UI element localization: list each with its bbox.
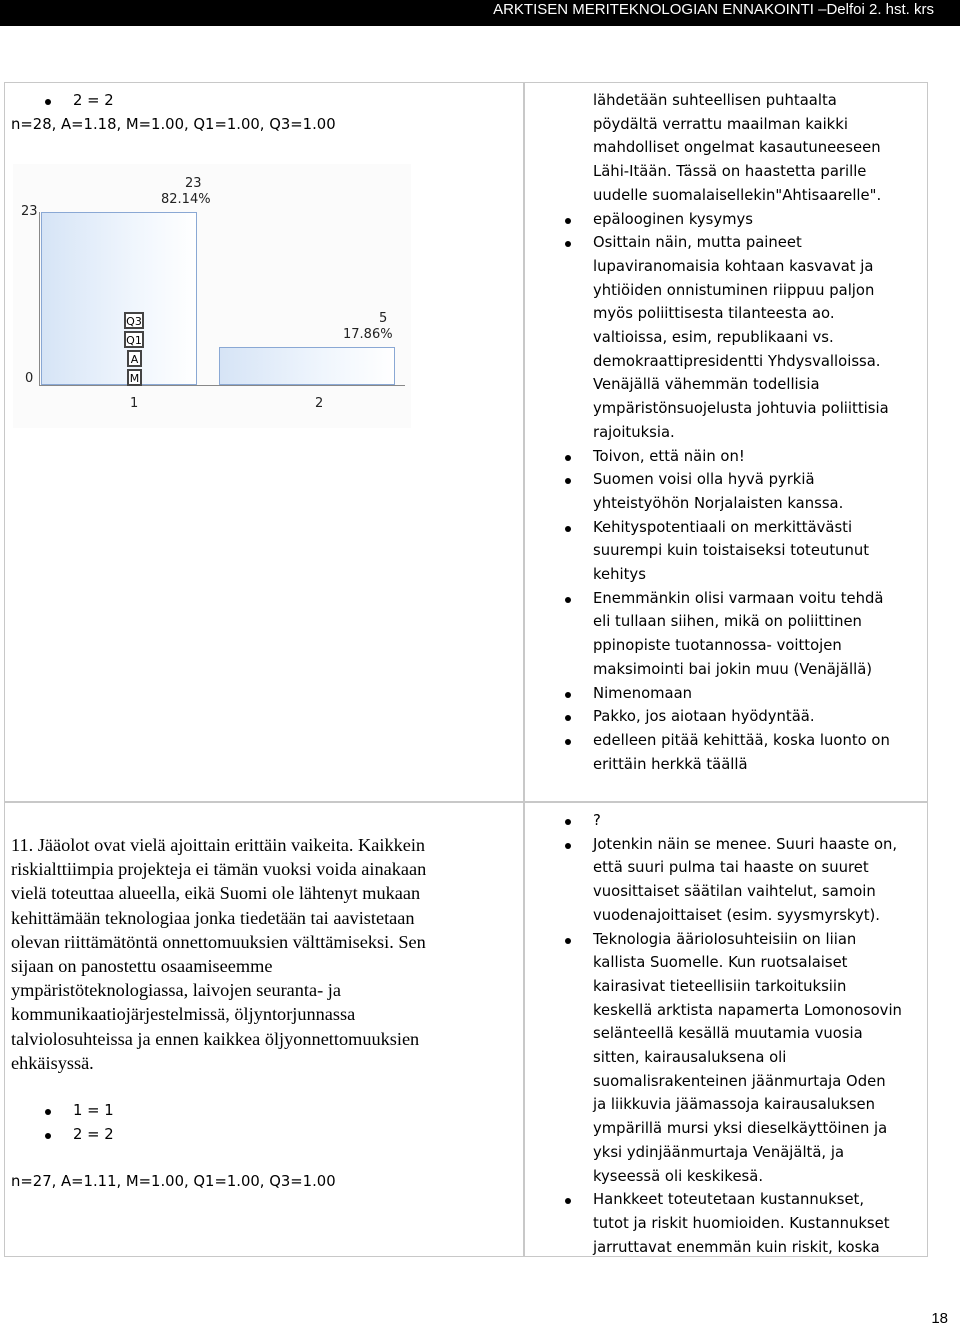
header-title: ARKTISEN MERITEKNOLOGIAN ENNAKOINTI –Delfoi 2. hst. krs — [493, 1, 934, 18]
bullet-icon — [565, 819, 571, 825]
text-line: mahdolliset ongelmat kasautuneeseen — [593, 139, 881, 157]
text-line: edelleen pitää kehittää, koska luonto on — [593, 731, 890, 749]
text-line: riskialttiimpia projekteja ei tämän vuoksi voida ainakaan — [11, 859, 427, 880]
text-line: uudelle suomalaisellekin"Ahtisaarelle". — [593, 186, 882, 204]
text-line: 11. Jääolot ovat vielä ajoittain erittäin vaikeita. Kaikkein — [11, 835, 426, 855]
text-line: ympäristöteknologiassa, laivojen seuranta- ja — [11, 980, 341, 1001]
list-item: 2 = 2 — [5, 1123, 523, 1147]
page-number: 18 — [931, 1310, 948, 1327]
comment-bullets — [525, 208, 927, 777]
bullet-icon — [565, 692, 571, 698]
bullet-icon — [565, 1198, 571, 1204]
text-line: kommunikaatiojärjestelmissä, öljyntorjunnassa — [11, 1004, 356, 1025]
bar-percent-label: 82.14% — [161, 192, 211, 207]
bottom-right-cell — [524, 802, 928, 1257]
result-list — [5, 1099, 523, 1146]
bullet-icon — [565, 218, 571, 224]
comment-item — [525, 729, 927, 776]
text-line: talviolosuhteissa ja ennen kaikkea öljyonnettomuuksien — [11, 1028, 420, 1049]
comment-item — [525, 705, 927, 729]
text-line: Hankkeet toteutetaan kustannukset, — [593, 1191, 865, 1209]
list-item: 1 = 1 — [5, 1099, 523, 1123]
text-line: kehitys — [593, 566, 646, 584]
comment-item — [525, 208, 927, 232]
y-tick-label: 23 — [21, 204, 38, 219]
text-line: epälooginen kysymys — [593, 210, 753, 228]
x-axis — [39, 385, 405, 386]
text-line: ympäristönsuojelusta johtuvia poliittisia — [593, 400, 889, 418]
stats-line: n=28, A=1.18, M=1.00, Q1=1.00, Q3=1.00 — [11, 115, 336, 133]
text-line: lupaviranomaisia kohtaan kasvavat ja — [593, 257, 874, 275]
x-tick-label: 2 — [315, 396, 324, 411]
text-line: demokraattipresidentti Yhdysvalloissa. — [593, 352, 881, 370]
list-item: 2 = 2 — [5, 89, 523, 113]
comment-item — [525, 587, 927, 682]
text-line: Pakko, jos aiotaan hyödyntää. — [593, 708, 815, 726]
bullet-icon — [565, 455, 571, 461]
bullet-icon — [565, 739, 571, 745]
bottom-left-cell — [4, 802, 524, 1257]
bullet-icon — [565, 938, 571, 944]
text-line: Jotenkin näin se menee. Suuri haaste on, — [593, 835, 898, 853]
average-marker: A — [127, 350, 142, 367]
text-line: myös poliittisesta tilanteesta ao. — [593, 305, 835, 323]
bar-value-label: 23 — [185, 176, 202, 191]
text-line: Teknologia äärioIosuhteisiin on liian — [593, 930, 857, 948]
text-line: suurempi kuin toistaiseksi toteutunut — [593, 542, 870, 560]
text-line: ppinopiste tuotannossa- voittojen — [593, 637, 842, 655]
statement-text — [5, 803, 523, 1075]
q3-marker: Q3 — [124, 312, 144, 329]
comment-item — [525, 468, 927, 515]
text-line: yksi ydinjäänmurtaja Venäjältä, ja — [593, 1143, 845, 1161]
text-line: sijaan on panostettu osaamiseemme — [11, 956, 273, 977]
text-line: valtioissa, esim, republikaani vs. — [593, 329, 834, 347]
bullet-icon — [45, 99, 51, 105]
text-line: Venäjällä vähemmän todellisia — [593, 376, 820, 394]
bar-category-1 — [41, 212, 197, 385]
median-marker: M — [127, 369, 142, 386]
comment-item — [525, 928, 927, 1189]
comment-item — [525, 1188, 927, 1257]
text-line: Suomen voisi olla hyvä pyrkiä — [593, 471, 815, 489]
text-line: rajoituksia. — [593, 423, 675, 441]
text-line: olevan riittämätöntä onnettomuuksien välttämiseksi. Sen — [11, 931, 426, 952]
text-line: että suuri pulma tai haaste on suuret — [593, 859, 869, 877]
bullet-icon — [565, 526, 571, 532]
text-line: Osittain näin, mutta paineet — [593, 234, 802, 252]
text-line: vuosittaiset säätilan vaihtelut, samoin — [593, 883, 876, 901]
bar-category-2 — [219, 347, 395, 385]
comment-item — [525, 682, 927, 706]
bullet-icon — [45, 1109, 51, 1115]
comment-bullets — [525, 809, 927, 1257]
y-axis — [39, 212, 40, 386]
intro-text — [525, 89, 927, 208]
text-line: keskellä arktista napamerta Lomonosovin — [593, 1001, 902, 1019]
text-line: maksimointi bai jokin muu (Venäjällä) — [593, 660, 873, 678]
text-line: kyseessä oli keskikesä. — [593, 1167, 764, 1185]
text-line: eli tullaan siihen, mikä on poliittinen — [593, 613, 862, 631]
text-line: kairasivat tieteellisiin tarkoituksiin — [593, 977, 847, 995]
x-tick-label: 1 — [130, 396, 139, 411]
y-tick-label: 0 — [25, 371, 34, 386]
page-header — [0, 0, 960, 26]
text-line: ja liikkuvia jäämassoja kairausaluksen — [593, 1096, 876, 1114]
q1-marker: Q1 — [124, 331, 144, 348]
text-line: erittäin herkkä täällä — [593, 755, 748, 773]
comments-list — [525, 83, 927, 776]
survey-table — [4, 82, 928, 1257]
text-line: vuodenajoittaiset (esim. syysmyrskyt). — [593, 906, 880, 924]
text-line: pöydältä verrattu maailman kaikki — [593, 115, 848, 133]
text-line: ehkäisyssä. — [11, 1052, 94, 1073]
comment-item — [525, 445, 927, 469]
bullet-icon — [565, 241, 571, 247]
text-line: kehittämään teknologiaa jonka tiedetään tai aavistetaan — [11, 907, 415, 928]
text-line: ? — [593, 812, 601, 829]
top-left-cell — [4, 82, 524, 802]
text-line: vielä toteuttaa alueella, eikä Suomi ole lähtenyt mukaan — [11, 883, 421, 904]
text-line: lähdetään suhteellisen puhtaalta — [593, 92, 837, 109]
text-line: yhtiöiden onnistuminen riippuu paljon — [593, 281, 875, 299]
text-line: Nimenomaan — [593, 684, 693, 702]
bar-percent-label: 17.86% — [343, 327, 393, 343]
bullet-icon — [565, 715, 571, 721]
text-line: suomalisrakenteinen jäänmurtaja Oden — [593, 1072, 886, 1090]
text-line: yhteistyöhön Norjalaisten kanssa. — [593, 494, 844, 512]
text-line: ympärillä mursi yksi dieselkäyttöinen ja — [593, 1120, 888, 1138]
text-line: Enemmänkin olisi varmaan voitu tehdä — [593, 589, 884, 607]
stats-line: n=27, A=1.11, M=1.00, Q1=1.00, Q3=1.00 — [11, 1173, 336, 1191]
text-line: Toivon, että näin on! — [593, 447, 745, 465]
bullet-icon — [565, 843, 571, 849]
comment-item — [525, 833, 927, 928]
text-line: kallista Suomelle. Kun ruotsalaiset — [593, 954, 848, 972]
text-line: jarruttavat enemmän kuin riskit, koska — [593, 1238, 880, 1256]
comment-item — [525, 516, 927, 587]
text-line: tutot ja riskit huomioiden. Kustannukset — [593, 1214, 890, 1232]
comment-item — [525, 231, 927, 444]
bar-value-label: 5 — [379, 311, 388, 327]
bar-chart — [13, 164, 411, 428]
bullet-icon — [565, 597, 571, 603]
result-list — [5, 89, 523, 113]
bullet-icon — [45, 1133, 51, 1139]
text-line: sitten, kairausaluksena oli — [593, 1049, 787, 1067]
text-line: Lähi-Itään. Tässä on haastetta parille — [593, 163, 867, 181]
text-line: selänteellä kesällä muutamia vuosia — [593, 1025, 863, 1043]
text-line: Kehityspotentiaali on merkittävästi — [593, 518, 853, 536]
comments-list — [525, 803, 927, 1257]
bullet-icon — [565, 478, 571, 484]
top-right-cell — [524, 82, 928, 802]
comment-item — [525, 809, 927, 833]
